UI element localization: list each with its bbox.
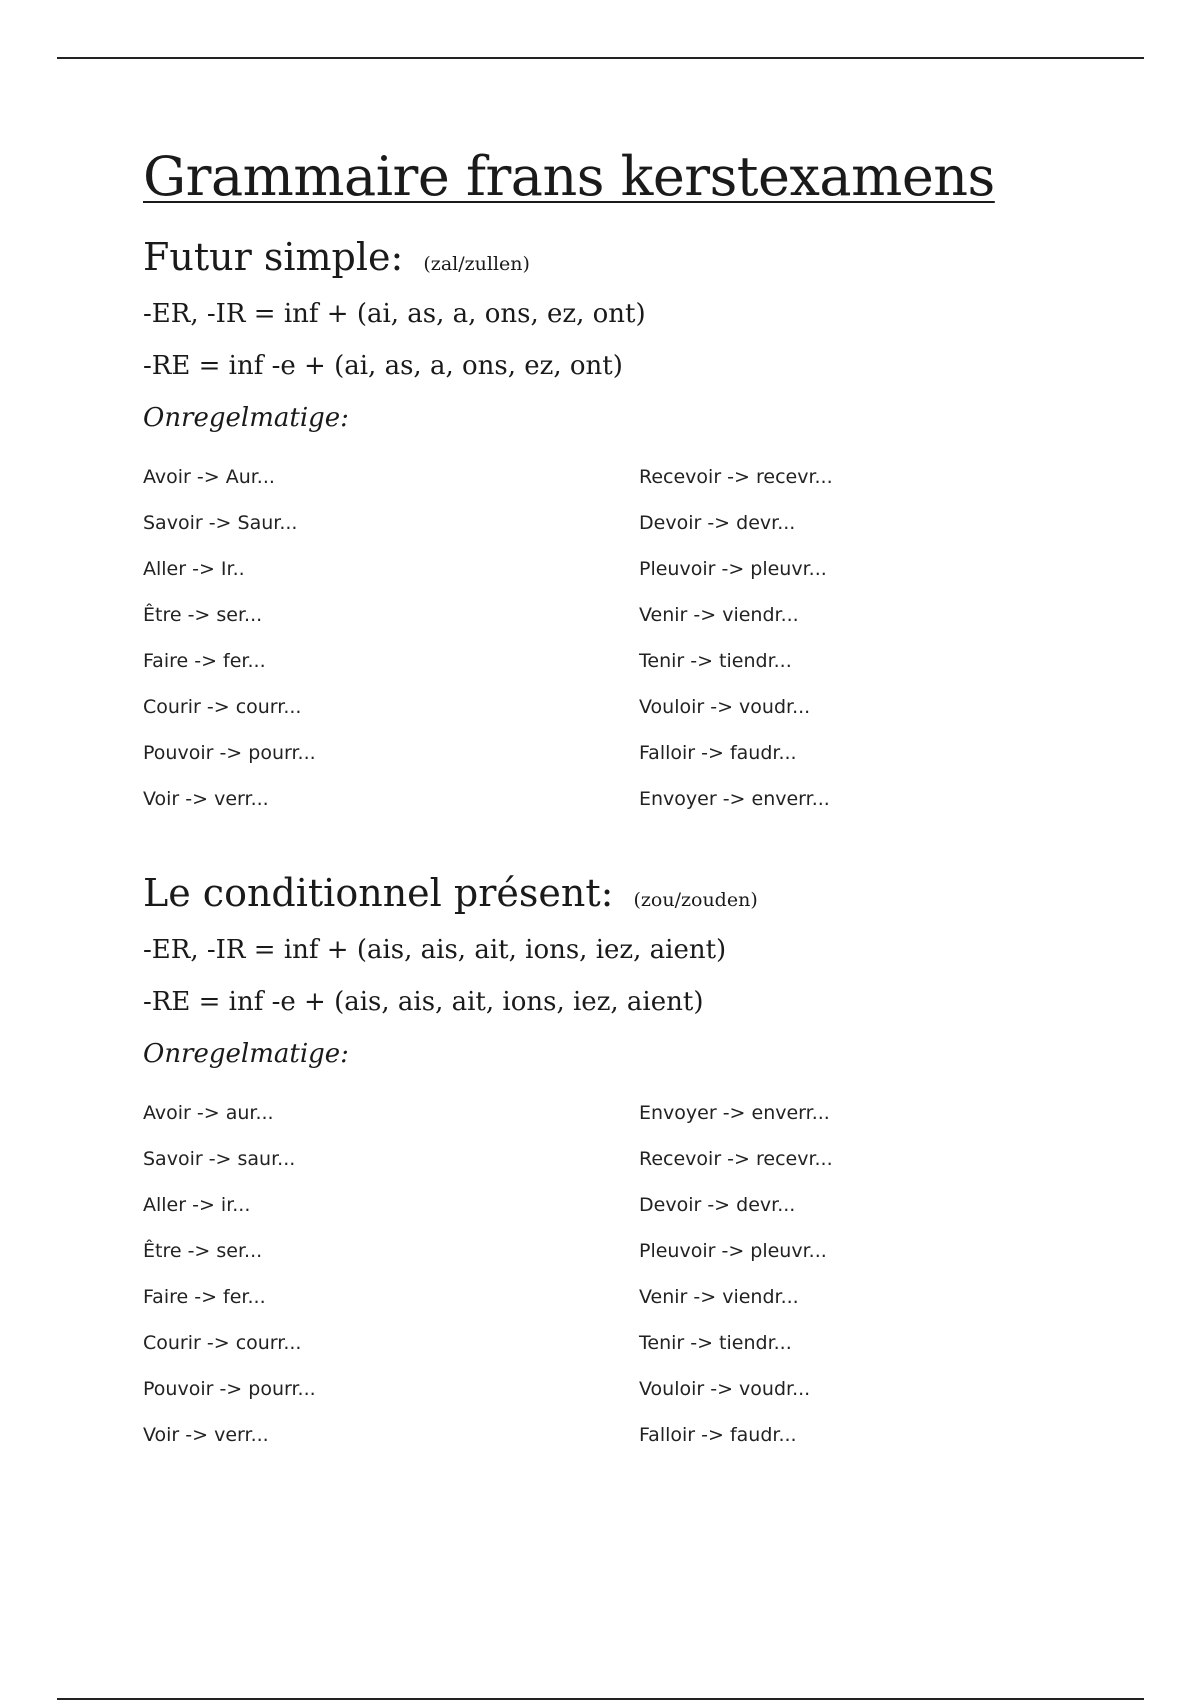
section-conditionnel-present: [143, 862, 1103, 1446]
verb-column-left: [143, 454, 316, 822]
conjugation-rule: -ER, -IR = inf + (ais, ais, ait, ions, iez, aient): [143, 935, 727, 965]
verb-item: Aller -> Ir..: [143, 558, 245, 580]
conjugation-rule: -RE = inf -e + (ais, ais, ait, ions, iez, aient): [143, 987, 704, 1017]
verb-column-right: [639, 1090, 833, 1458]
section-heading-text: Le conditionnel présent:: [143, 871, 614, 915]
verb-item: Courir -> courr...: [143, 1332, 302, 1354]
verb-item: Faire -> fer...: [143, 650, 266, 672]
section-futur-simple: [143, 226, 1103, 810]
verb-item: Falloir -> faudr...: [639, 1424, 797, 1446]
verb-item: Faire -> fer...: [143, 1286, 266, 1308]
top-divider: [57, 57, 1144, 59]
irregular-label: Onregelmatige:: [143, 403, 349, 433]
conjugation-rule: -ER, -IR = inf + (ai, as, a, ons, ez, ont): [143, 299, 646, 329]
section-heading: [143, 862, 1103, 924]
verb-item: Pleuvoir -> pleuvr...: [639, 558, 827, 580]
conjugation-rule: -RE = inf -e + (ai, as, a, ons, ez, ont): [143, 351, 623, 381]
verb-item: Avoir -> Aur...: [143, 466, 275, 488]
verb-item: Venir -> viendr...: [639, 1286, 799, 1308]
verb-item: Être -> ser...: [143, 1240, 263, 1262]
verb-item: Savoir -> saur...: [143, 1148, 296, 1170]
verb-item: Recevoir -> recevr...: [639, 466, 833, 488]
verb-item: Savoir -> Saur...: [143, 512, 298, 534]
verb-item: Être -> ser...: [143, 604, 263, 626]
section-heading: [143, 226, 1103, 288]
verb-column-right: [639, 454, 833, 822]
irregular-label: Onregelmatige:: [143, 1039, 349, 1069]
verb-item: Vouloir -> voudr...: [639, 1378, 811, 1400]
verb-item: Vouloir -> voudr...: [639, 696, 811, 718]
verb-item: Venir -> viendr...: [639, 604, 799, 626]
verb-item: Pouvoir -> pourr...: [143, 742, 316, 764]
section-heading-note: (zal/zullen): [423, 253, 530, 275]
verb-item: Pouvoir -> pourr...: [143, 1378, 316, 1400]
verb-item: Aller -> ir...: [143, 1194, 251, 1216]
verb-item: Tenir -> tiendr...: [639, 650, 792, 672]
verb-item: Devoir -> devr...: [639, 1194, 796, 1216]
verb-item: Tenir -> tiendr...: [639, 1332, 792, 1354]
verb-item: Recevoir -> recevr...: [639, 1148, 833, 1170]
verb-item: Envoyer -> enverr...: [639, 788, 830, 810]
verb-column-left: [143, 1090, 316, 1458]
irregular-verb-list: [143, 454, 1103, 810]
verb-item: Voir -> verr...: [143, 1424, 269, 1446]
verb-item: Envoyer -> enverr...: [639, 1102, 830, 1124]
section-heading-note: (zou/zouden): [633, 889, 758, 911]
verb-item: Pleuvoir -> pleuvr...: [639, 1240, 827, 1262]
document-title: Grammaire frans kerstexamens: [143, 145, 995, 208]
verb-item: Voir -> verr...: [143, 788, 269, 810]
section-heading-text: Futur simple:: [143, 235, 404, 279]
verb-item: Avoir -> aur...: [143, 1102, 274, 1124]
verb-item: Devoir -> devr...: [639, 512, 796, 534]
irregular-verb-list: [143, 1090, 1103, 1446]
verb-item: Falloir -> faudr...: [639, 742, 797, 764]
verb-item: Courir -> courr...: [143, 696, 302, 718]
